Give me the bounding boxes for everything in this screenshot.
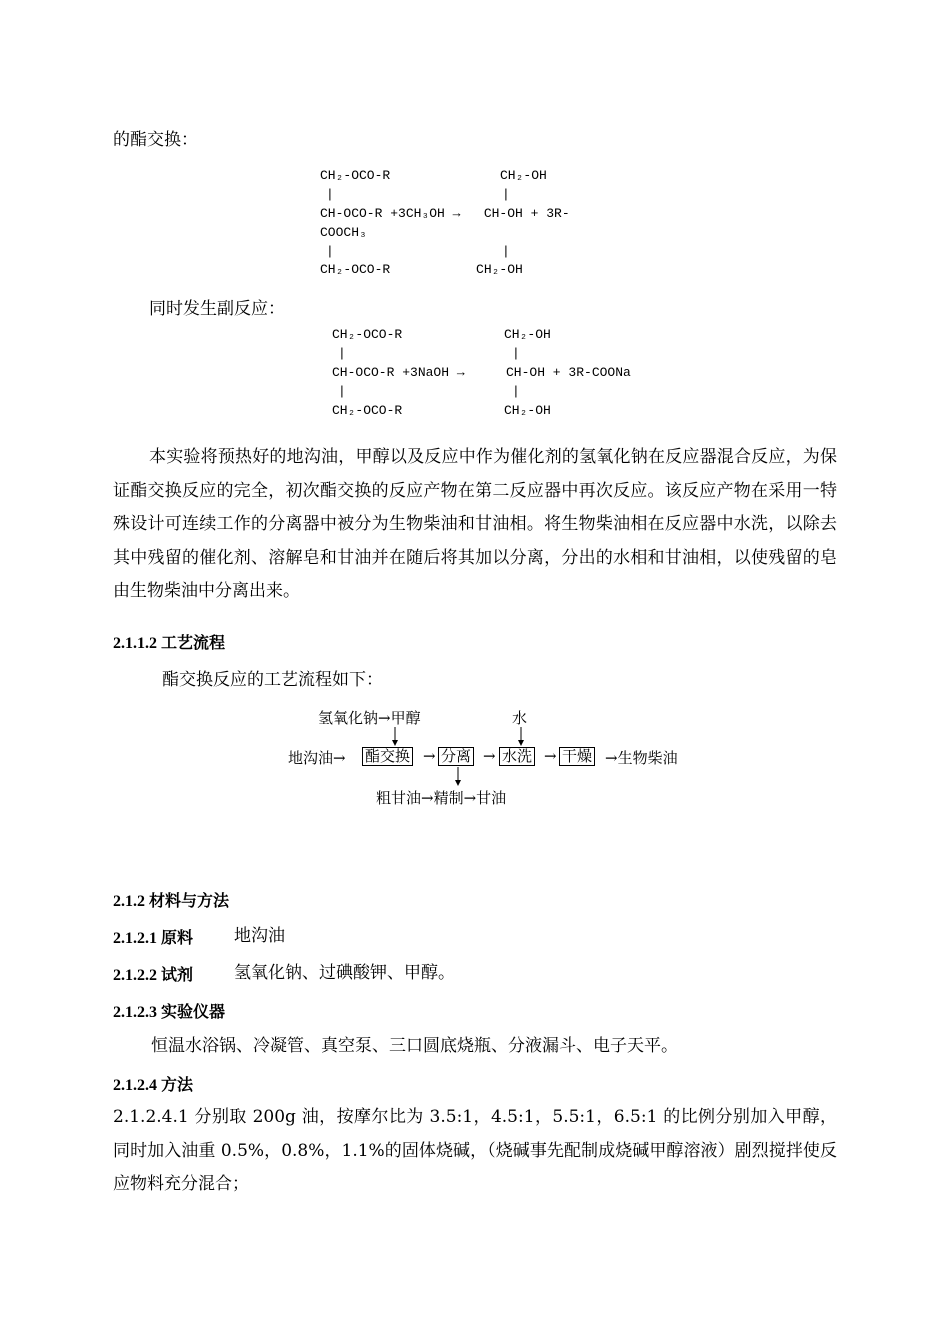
reaction1-bond-right: | <box>502 187 510 202</box>
process-flow-diagram <box>280 705 700 810</box>
reaction1-row6-partial: CH₂-OCO-R CH₂-OH <box>320 262 523 277</box>
flow-arrow: → <box>483 747 496 765</box>
down-arrow-icon <box>453 767 463 787</box>
heading-raw-material: 2.1.2.1 原料 <box>113 930 194 947</box>
reaction2-row1-left: CH₂-OCO-R <box>332 327 403 342</box>
flow-output-label: →生物柴油 <box>605 749 678 767</box>
heading-reagents: 2.1.2.2 试剂 <box>113 967 194 984</box>
down-arrow-icon <box>390 727 400 747</box>
heading-instruments: 2.1.2.3 实验仪器 <box>113 1004 226 1021</box>
reaction2-bond-left: | <box>338 346 346 361</box>
instruments-list: 恒温水浴锅、冷凝管、真空泵、三口圆底烧瓶、分液漏斗、电子天平。 <box>151 1036 678 1056</box>
reaction-2 <box>330 325 660 425</box>
side-reaction-intro: 同时发生副反应： <box>149 299 285 319</box>
flow-input-label: 地沟油→ <box>288 749 346 767</box>
reaction1-bond-left: | <box>326 187 334 202</box>
flow-top-left-label: 氢氧化钠→甲醇 <box>318 709 421 727</box>
reagents-value: 氢氧化钠、过碘酸钾、甲醇。 <box>234 963 455 983</box>
flow-step-drying: 干燥 <box>559 747 595 766</box>
heading-process-flow: 2.1.1.2 工艺流程 <box>113 635 226 652</box>
flow-bottom-label: 粗甘油→精制→甘油 <box>376 789 507 807</box>
heading-materials-methods: 2.1.2 材料与方法 <box>113 893 230 910</box>
down-arrow-icon <box>516 727 526 747</box>
reaction2-row3-left: CH-OCO-R +3NaOH → <box>332 365 465 380</box>
flow-arrow: → <box>423 747 436 765</box>
flow-arrow: → <box>544 747 557 765</box>
flow-step-separation: 分离 <box>438 747 474 766</box>
flow-top-right-label: 水 <box>512 709 528 727</box>
reaction1-bond-right-2: | <box>502 244 510 259</box>
intro-line: 的酯交换： <box>113 130 198 150</box>
paragraph-process-description: 本实验将预热好的地沟油，甲醇以及反应中作为催化剂的氢氧化钠在反应器混合反应，为保证酯交换反应的完全，初次酯交换的反应产物在第二反应器中再次反应。该反应产物在采用一特殊设计可连续工作的分离器中被分为生物柴油和甘油相。将生物柴油相在反应器中水洗，以除去其中残留的催化剂、溶解皂和甘油并在随后将其加以分离，分出的水相和甘油相，以使残留的皂由生物柴油中分离出来。 <box>113 447 837 601</box>
flow-step-transesterification: 酯交换 <box>362 747 413 766</box>
reaction2-bond-left-2: | <box>338 384 346 399</box>
reaction1-row1-right: CH₂-OH <box>500 168 547 183</box>
flow-intro: 酯交换反应的工艺流程如下： <box>162 670 383 690</box>
reaction2-row1-right: CH₂-OH <box>504 327 551 342</box>
reaction2-bond-right-2: | <box>512 384 520 399</box>
flow-step-washing: 水洗 <box>499 747 535 766</box>
reaction2-row3-right: CH-OH + 3R-COONa <box>506 365 631 380</box>
reaction2-row5-right: CH₂-OH <box>504 403 551 418</box>
reaction-1 <box>318 166 618 277</box>
reaction1-row3: CH-OCO-R +3CH₃OH → CH-OH + 3R- <box>320 206 570 221</box>
reaction2-bond-right: | <box>512 346 520 361</box>
reaction1-row4: COOCH₃ <box>320 225 367 240</box>
method-paragraph: 2.1.2.4.1 分别取 200g 油，按摩尔比为 3.5:1，4.5:1，5.5:1，6.5:1 的比例分别加入甲醇，同时加入油重 0.5%，0.8%，1.1%的固体烧碱，（烧碱事先配制成烧碱甲醇溶液）剧烈搅拌使反应物料充分混合； <box>113 1107 837 1194</box>
heading-method: 2.1.2.4 方法 <box>113 1077 194 1094</box>
raw-material-value: 地沟油 <box>234 926 285 946</box>
reaction1-bond-left-2: | <box>326 244 334 259</box>
reaction2-row5-left: CH₂-OCO-R <box>332 403 403 418</box>
reaction1-row1-left: CH₂-OCO-R <box>320 168 391 183</box>
